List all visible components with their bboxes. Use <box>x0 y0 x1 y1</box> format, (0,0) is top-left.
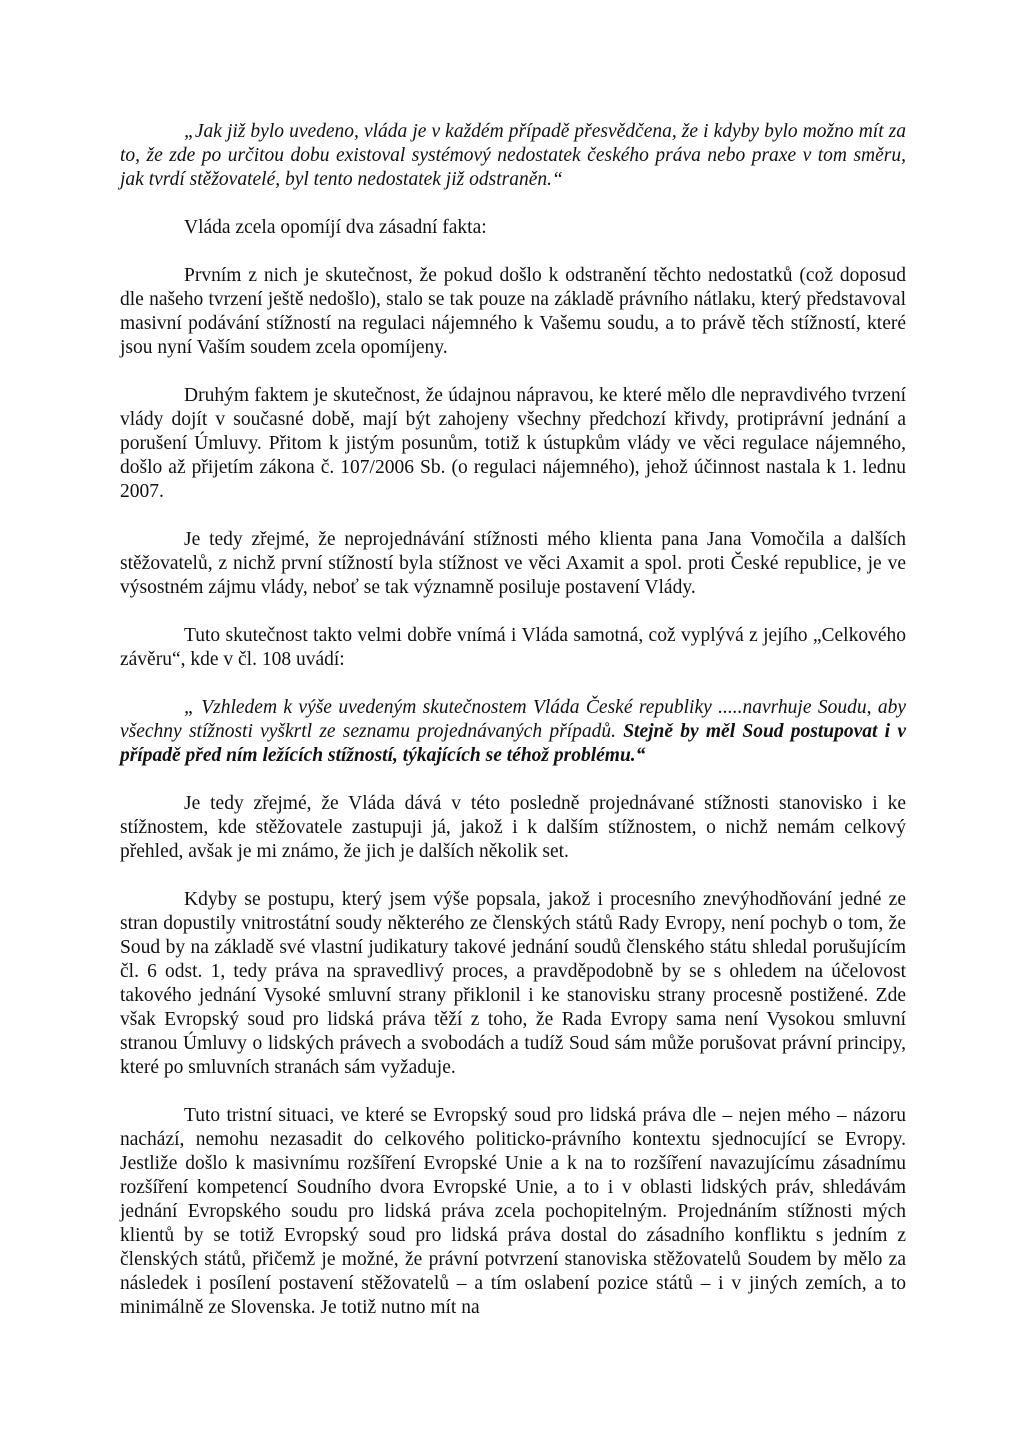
paragraph-intro: Vláda zcela opomíjí dva zásadní fakta: <box>184 217 487 238</box>
paragraph-first-fact: Prvním z nich je skutečnost, že pokud došlo k odstranění těchto nedostatků (což doposud dle našeho tvrzení ještě nedošlo), stalo se tak pouze na základě právního nátlaku, který představoval masivní podávání stížností na regulaci nájemného k Vašemu soudu, a to právě těch stížností, které jsou nyní Vaším soudem zcela opomíjeny. <box>120 265 906 358</box>
government-quote: „Jak již bylo uvedeno, vláda je v každém případě přesvědčena, že i kdyby bylo možno mít za to, že zde po určitou dobu existoval systémový nedostatek českého práva nebo praxe v tom směru, jak tvrdí stěžovatelé, byl tento nedostatek již odstraněn.“ <box>120 121 906 190</box>
conclusion-quote-text: „ Vzhledem k výše uvedeným skutečnostem Vláda České republiky .....navrhuje Soudu, aby všechny stížnosti vyškrtl ze seznamu projednávaných případů. <box>120 697 906 742</box>
conclusion-quote <box>120 696 906 768</box>
conclusion-quote-bold: Stejně by měl Soud postupovat i v případě před ním ležících stížností, týkajících se téhož problému.“ <box>120 721 906 766</box>
paragraph-government-conclusion: Tuto skutečnost takto velmi dobře vnímá i Vláda samotná, což vyplývá z jejího „Celkového závěru“, kde v čl. 108 uvádí: <box>120 625 906 670</box>
paragraph-second-fact: Druhým faktem je skutečnost, že údajnou nápravou, ke které mělo dle nepravdivého tvrzení vlády dojít v současné době, mají být zahojeny všechny předchozí křivdy, protiprávní jednání a porušení Úmluvy. Přitom k jistým posunům, totiž k ústupkům vlády ve věci regulace nájemného, došlo až přijetím zákona č. 107/2006 Sb. (o regulaci nájemného), jehož účinnost nastala k 1. lednu 2007. <box>120 385 906 502</box>
paragraph-fair-trial: Kdyby se postupu, který jsem výše popsala, jakož i procesního znevýhodňování jedné ze stran dopustily vnitrostátní soudy některého ze členských států Rady Evropy, není pochyb o tom, že Soud by na základě své vlastní judikatury takové jednání soudů členského státu shledal porušujícím čl. 6 odst. 1, tedy práva na spravedlivý proces, a pravděpodobně by se s ohledem na účelovost takového jednání Vysoké smluvní strany přiklonil i ke stanovisku strany procesně postižené. Zde však Evropský soud pro lidská práva těží z toho, že Rada Evropy sama není Vysokou smluvní stranou Úmluvy o lidských právech a svobodách a tudíž Soud sám může porušovat právní principy, které po smluvních stranách sám vyžaduje. <box>120 889 906 1078</box>
paragraph-client-complaint: Je tedy zřejmé, že neprojednávání stížnosti mého klienta pana Jana Vomočila a dalších stěžovatelů, z nichž první stížností byla stížnost ve věci Axamit a spol. proti České republice, je ve výsostném zájmu vlády, neboť se tak významně posiluje postavení Vlády. <box>120 529 906 598</box>
paragraph-government-stance: Je tedy zřejmé, že Vláda dává v této posledně projednávané stížnosti stanovisko i ke stížnostem, kde stěžovatele zastupuji já, jakož i k dalším stížnostem, o nichž nemám celkový přehled, avšak je mi známo, že jich je dalších několik set. <box>120 793 906 862</box>
document-page <box>120 120 906 1320</box>
paragraph-political-context: Tuto tristní situaci, ve které se Evropský soud pro lidská práva dle – nejen mého – názoru nachází, nemohu nezasadit do celkového politicko-právního kontextu sjednocující se Evropy. Jestliže došlo k masivnímu rozšíření Evropské Unie a k na to rozšíření navazujícímu zásadnímu rozšíření kompetencí Soudního dvora Evropské Unie, a to i v oblasti lidských práv, shledávám jednání Evropského soudu pro lidská práva zcela pochopitelným. Projednáním stížnosti mých klientů by se totiž Evropský soud pro lidská práva dostal do zásadního konfliktu s jedním z členských států, přičemž je možné, že právní potvrzení stanoviska stěžovatelů Soudem by mělo za následek i posílení postavení stěžovatelů – a tím oslabení pozice států – i v jiných zemích, a to minimálně ze Slovenska. Je totiž nutno mít na <box>120 1105 906 1318</box>
